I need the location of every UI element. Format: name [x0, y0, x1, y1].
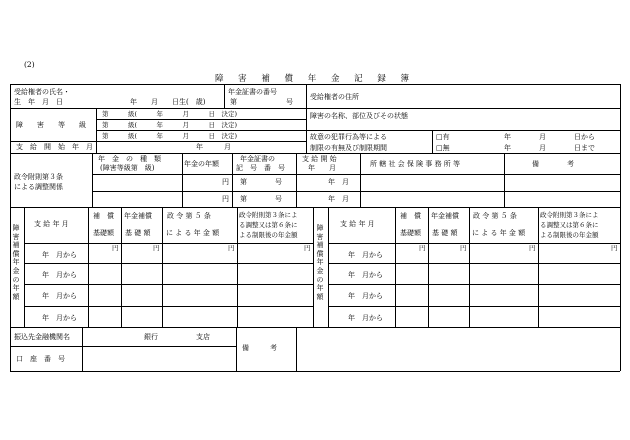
unit-yen: 円 [419, 244, 426, 252]
period-to: 年 月 日まで [504, 144, 595, 152]
col-art5: 政 令 第 ５ 条 [167, 212, 211, 220]
col-cert-2: 記 号 番 号 [236, 164, 285, 172]
birth-fields: 年 月 日生( 歳) [130, 98, 206, 106]
col-adj: よる制限後の年金額 [540, 231, 599, 239]
grade-row: 第 級( 年 月 日 決定) [102, 110, 238, 118]
row-label: 年 月から [42, 292, 77, 300]
unit-yen: 円 [460, 244, 467, 252]
disability-label: 障害の名称、部位及びその状態 [310, 112, 408, 120]
unit-number: 第 号 [240, 178, 282, 186]
form-title: 障 害 補 償 年 金 記 録 簿 [214, 74, 416, 84]
col-month: 支 給 年 月 [340, 220, 375, 228]
form-number: (2) [24, 60, 35, 69]
address-label: 受給権者の住所 [310, 93, 359, 101]
start-label: 支 給 開 始 年 月 [16, 143, 93, 151]
option-yes: □有 [436, 133, 450, 141]
col-base: 補 償 [93, 212, 114, 220]
col-base: 基礎額 [93, 229, 114, 237]
birth-label: 生 年 月 日 [14, 98, 63, 106]
col-month: 支 給 年 月 [34, 220, 69, 228]
col-remarks: 備 考 [532, 160, 574, 168]
option-no: □無 [436, 144, 450, 152]
unit-ym: 年 月 [328, 178, 349, 186]
unit-yen: 円 [611, 244, 618, 252]
account-label: 口 座 番 号 [16, 355, 65, 363]
adjust-label-2: による調整関係 [14, 183, 63, 191]
bank-suffix: 銀行 [144, 333, 158, 341]
col-adj: 政令附則第３条によ [540, 211, 599, 219]
recipient-name-label: 受給権者の氏名・ [14, 88, 70, 96]
row-label: 年 月から [42, 314, 77, 322]
col-art5: に よ る 年 金 額 [166, 229, 220, 237]
col-art5: 政 令 第 ５ 条 [473, 212, 517, 220]
row-label: 年 月から [348, 251, 383, 259]
branch-suffix: 支店 [196, 333, 210, 341]
col-office: 所 轄 社 会 保 険 事 務 所 等 [370, 160, 461, 168]
start-fields: 年 月 [196, 143, 231, 151]
bank-remarks-label: 備 考 [242, 344, 277, 352]
row-label: 年 月から [348, 292, 383, 300]
unit-yen: 円 [304, 244, 311, 252]
col-kind: 年 金 の 種 類 [98, 155, 161, 163]
col-pension-base: 年金補償 [431, 212, 459, 220]
unit-yen: 円 [153, 244, 160, 252]
pension-side-label: 障害補償年金の年額 [12, 224, 20, 301]
col-adj: 政令附則第３条によ [239, 211, 298, 219]
pension-side-label: 障害補償年金の年額 [316, 224, 324, 301]
unit-yen: 円 [112, 244, 119, 252]
unit-ym: 年 月 [328, 195, 349, 203]
col-adj: る調整又は第６条に [239, 221, 298, 229]
col-start-2: 年 月 [308, 164, 336, 172]
unit-yen: 円 [222, 195, 229, 203]
cert-number-label: 年金証書の番号 [228, 88, 277, 96]
grade-row: 第 級( 年 月 日 決定) [102, 121, 238, 129]
grade-row: 第 級( 年 月 日 決定) [102, 132, 238, 140]
unit-yen: 円 [228, 244, 235, 252]
col-pension-base: 基 礎 額 [125, 229, 151, 237]
period-from: 年 月 日から [504, 133, 595, 141]
col-amount: 年金の年額 [184, 160, 219, 168]
crime-label: 故意の犯罪行為等による [310, 133, 387, 141]
cert-number-fields: 第 号 [230, 98, 293, 106]
unit-number: 第 号 [240, 195, 282, 203]
row-label: 年 月から [42, 271, 77, 279]
col-start: 支 給 開 始 [302, 155, 337, 163]
unit-yen: 円 [222, 178, 229, 186]
col-base: 基礎額 [400, 229, 421, 237]
adjust-label-1: 政令附則第３条 [14, 173, 63, 181]
row-label: 年 月から [348, 314, 383, 322]
unit-yen: 円 [529, 244, 536, 252]
restriction-label: 制限の有無及び制限期間 [310, 144, 387, 152]
col-pension-base: 年金補償 [124, 212, 152, 220]
col-pension-base: 基 礎 額 [432, 229, 458, 237]
col-adj: る調整又は第６条に [540, 221, 599, 229]
row-label: 年 月から [42, 251, 77, 259]
col-art5: に よ る 年 金 額 [472, 229, 526, 237]
col-kind-sub: (障害等級第 級) [100, 164, 155, 172]
bank-institution-label: 振込先金融機関名 [14, 333, 70, 341]
row-label: 年 月から [348, 271, 383, 279]
col-cert: 年金証書の [240, 155, 275, 163]
col-adj: よる制限後の年金額 [239, 231, 298, 239]
grade-label: 障 害 等 級 [16, 121, 86, 129]
col-base: 補 償 [400, 212, 421, 220]
